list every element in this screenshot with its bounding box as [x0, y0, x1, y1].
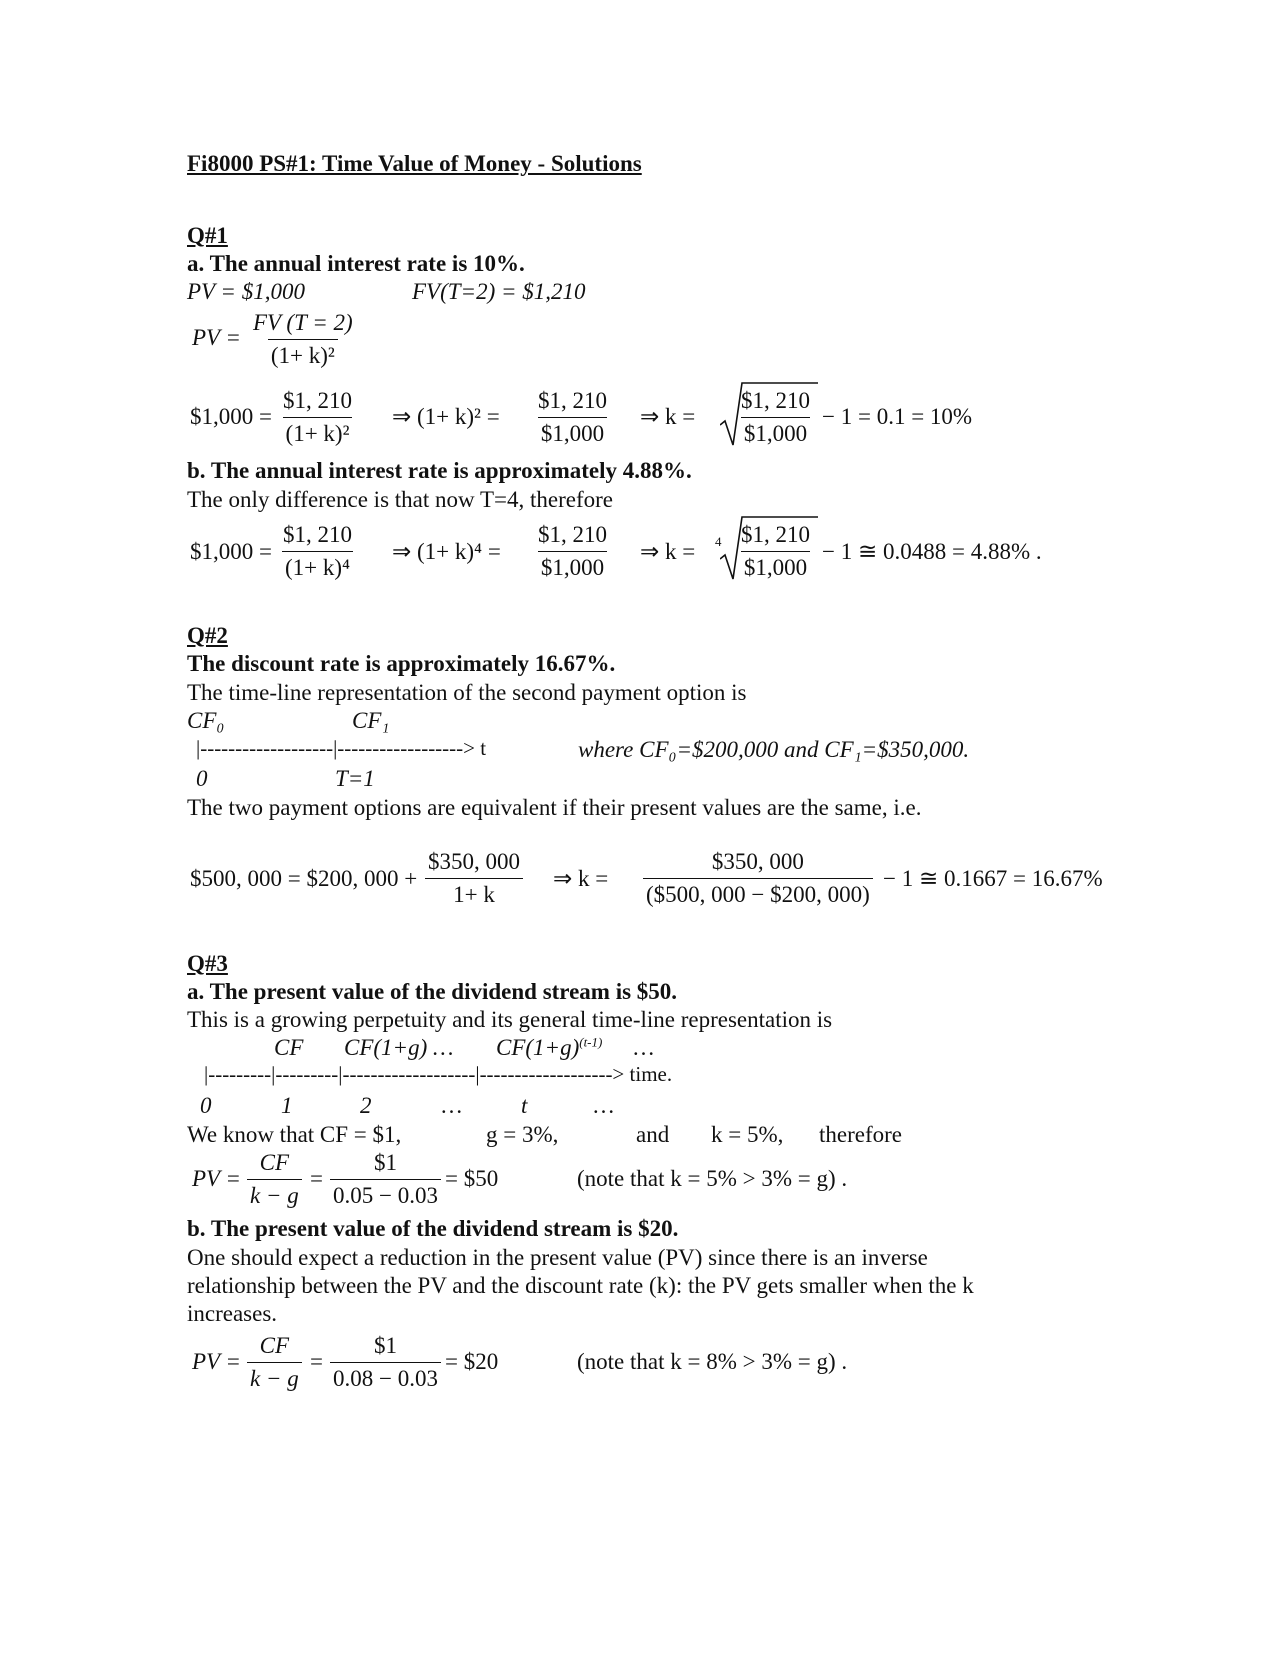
- q3-a-note: (note that k = 5% > 3% = g) .: [577, 1166, 848, 1191]
- q1-eq1-num-b: $1, 210: [538, 388, 607, 413]
- q3-tick-ellipsis-1: …: [440, 1093, 463, 1118]
- q1-eq1-root-den: $1,000: [741, 417, 810, 447]
- q3-b-answer: b. The present value of the dividend stream is $20.: [187, 1216, 679, 1241]
- q3-b-num-cf: CF: [259, 1333, 290, 1358]
- q1-pv-numerator: FV (T = 2): [253, 310, 353, 335]
- q3-cf-label-4: …: [632, 1035, 655, 1060]
- q1-eq2-num-b: $1, 210: [538, 522, 607, 547]
- q1-b-answer: b. The annual interest rate is approximately 4.88%.: [187, 458, 692, 483]
- q1-eq1-root-fraction: [738, 388, 813, 448]
- q1-fv-given: FV(T=2) = $1,210: [412, 279, 586, 304]
- q1-eq2-root-index: 4: [715, 534, 722, 549]
- q2-tick-0: 0: [196, 766, 208, 791]
- q1-eq2-fraction-b: [535, 522, 610, 582]
- q3-tick-ellipsis-2: …: [592, 1093, 615, 1118]
- q3-timeline: |---------|---------|-------------------|-------------------> time.: [204, 1062, 673, 1086]
- q2-eq-lhs: $500, 000 = $200, 000 +: [190, 866, 418, 891]
- q3-b-result: = $20: [445, 1349, 499, 1374]
- q1-eq2-lhs: $1,000 =: [190, 539, 272, 564]
- q2-timeline: |-------------------|------------------> t: [196, 736, 487, 760]
- q1-eq2-fraction-a: [280, 522, 355, 582]
- q1-pv-lhs: PV =: [192, 325, 241, 350]
- q3-tick-t: t: [521, 1093, 528, 1118]
- q3-tick-0: 0: [200, 1093, 212, 1118]
- q3-a-result: = $50: [445, 1166, 499, 1191]
- q3-known-k: k = 5%,: [711, 1122, 784, 1147]
- q2-where: where CF₀=$200,000 and CF₁=$350,000.: [578, 737, 970, 762]
- q3-b-fraction-cf: [247, 1333, 302, 1393]
- q3-known-g: g = 3%,: [486, 1122, 559, 1147]
- q1-pv-fraction: [250, 310, 356, 370]
- q1-pv-denominator: (1+ k)²: [268, 339, 338, 369]
- q3-cf-label-1: CF: [274, 1035, 304, 1060]
- q1-heading: Q#1: [187, 223, 228, 248]
- q1-eq2-den-b: $1,000: [538, 551, 607, 581]
- q1-eq1-mid: ⇒ (1+ k)² =: [392, 404, 500, 429]
- q3-known-therefore: therefore: [819, 1122, 902, 1147]
- q1-eq2-root-fraction: [738, 522, 813, 582]
- q3-a-fraction-num: [330, 1150, 441, 1210]
- q2-answer: The discount rate is approximately 16.67%.: [187, 651, 616, 676]
- q2-heading: Q#2: [187, 623, 228, 648]
- q3-heading: Q#3: [187, 951, 228, 976]
- q2-intro: The time-line representation of the second payment option is: [187, 680, 747, 705]
- q2-eq-num-2: $350, 000: [711, 849, 804, 874]
- q3-a-fraction-cf: [247, 1150, 302, 1210]
- q2-eq-result: − 1 ≅ 0.1667 = 16.67%: [883, 866, 1103, 891]
- q1-eq1-num-a: $1, 210: [283, 388, 352, 413]
- q2-equiv: The two payment options are equivalent if their present values are the same, i.e.: [187, 795, 922, 820]
- q1-eq1-result: − 1 = 0.1 = 10%: [822, 404, 973, 429]
- q1-b-note: The only difference is that now T=4, therefore: [187, 487, 613, 512]
- q2-eq-den-2: ($500, 000 − $200, 000): [643, 878, 873, 908]
- q2-tick-1: T=1: [335, 766, 375, 791]
- q2-eq-k: ⇒ k =: [553, 866, 609, 891]
- q1-eq2-result: − 1 ≅ 0.0488 = 4.88% .: [822, 539, 1042, 564]
- q3-b-text-1: One should expect a reduction in the present value (PV) since there is an inverse: [187, 1245, 928, 1270]
- q3-known-and: and: [636, 1122, 670, 1147]
- q3-a-den: 0.05 − 0.03: [330, 1179, 441, 1209]
- q3-b-pv-lhs: PV =: [192, 1349, 241, 1374]
- q3-cf-label-2: CF(1+g) …: [344, 1035, 454, 1060]
- q3-a-den-kg: k − g: [247, 1179, 302, 1209]
- q3-b-num-1: $1: [373, 1333, 397, 1358]
- q3-known: We know that CF = $1,: [187, 1122, 402, 1147]
- q1-eq1-k: ⇒ k =: [640, 404, 696, 429]
- q3-tick-1: 1: [281, 1093, 293, 1118]
- q3-b-den: 0.08 − 0.03: [330, 1362, 441, 1392]
- q3-a-intro: This is a growing perpetuity and its general time-line representation is: [187, 1007, 833, 1032]
- q2-cf0-label: CF₀: [187, 708, 225, 733]
- q3-b-note: (note that k = 8% > 3% = g) .: [577, 1349, 848, 1374]
- q1-eq1-lhs: $1,000 =: [190, 404, 272, 429]
- q1-eq1-root-num: $1, 210: [741, 388, 810, 413]
- q2-eq-fraction-2: [643, 849, 873, 909]
- q3-a-answer: a. The present value of the dividend stream is $50.: [187, 979, 678, 1004]
- q3-b-text-2: relationship between the PV and the discount rate (k): the PV gets smaller when the k: [187, 1273, 974, 1298]
- q1-eq2-mid: ⇒ (1+ k)⁴ =: [392, 539, 501, 564]
- q2-eq-den: 1+ k: [425, 878, 523, 908]
- q1-eq1-fraction-a: [280, 388, 355, 448]
- q1-eq1-den-b: $1,000: [538, 417, 607, 447]
- q3-tick-2: 2: [360, 1093, 372, 1118]
- q2-eq-num: $350, 000: [428, 849, 520, 874]
- q1-eq1-den-a: (1+ k)²: [283, 417, 353, 447]
- q3-b-den-kg: k − g: [247, 1362, 302, 1392]
- q1-eq2-root-den: $1,000: [741, 551, 810, 581]
- q1-eq2-root-num: $1, 210: [741, 522, 810, 547]
- q3-b-equals: =: [310, 1349, 323, 1374]
- q3-a-num-1: $1: [373, 1150, 397, 1175]
- q3-cf-label-3: $CF(1+g)^{(t-1)}$: [496, 1034, 603, 1060]
- q1-eq2-k: ⇒ k =: [640, 539, 696, 564]
- page-title: Fi8000 PS#1: Time Value of Money - Solutions: [187, 151, 642, 176]
- q2-eq-fraction: [425, 849, 523, 909]
- q2-cf1-label: CF₁: [352, 708, 390, 733]
- q3-b-fraction-num: [330, 1333, 441, 1393]
- q3-a-equals: =: [310, 1166, 323, 1191]
- q3-a-pv-lhs: PV =: [192, 1166, 241, 1191]
- q1-eq2-num-a: $1, 210: [283, 522, 352, 547]
- q1-pv-given: PV = $1,000: [187, 279, 305, 304]
- q1-eq2-den-a: (1+ k)⁴: [282, 551, 353, 581]
- q1-eq1-fraction-b: [535, 388, 610, 448]
- q1-a-answer: a. The annual interest rate is 10%.: [187, 251, 525, 276]
- q3-a-num-cf: CF: [259, 1150, 290, 1175]
- q3-b-text-3: increases.: [187, 1301, 278, 1326]
